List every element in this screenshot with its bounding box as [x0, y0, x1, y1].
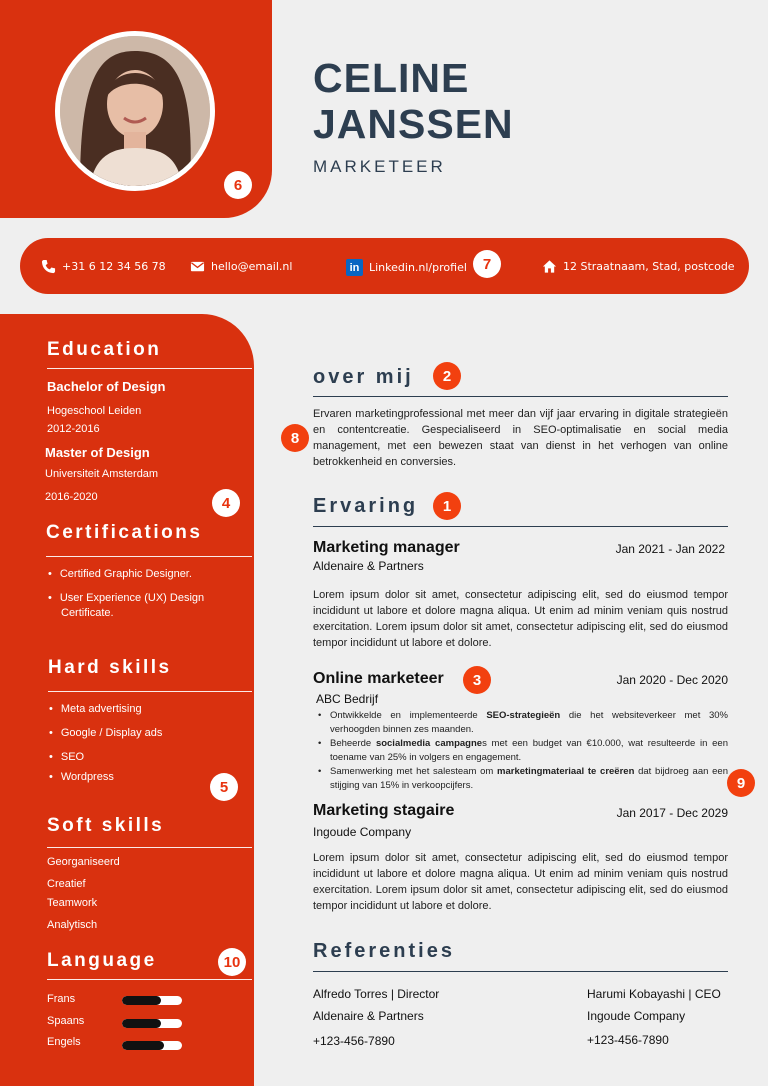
marker-10: 10 — [218, 948, 246, 976]
language-name: Spaans — [47, 1015, 85, 1027]
marker-6: 6 — [224, 171, 252, 199]
certification-item: • Certified Graphic Designer. — [48, 568, 192, 580]
references-divider — [313, 971, 728, 972]
certification-item-continued: Certificate. — [61, 607, 114, 619]
job-company: Ingoude Company — [313, 825, 412, 839]
hard-skills-divider — [48, 691, 252, 692]
marker-3: 3 — [463, 666, 491, 694]
job-bullet: • Ontwikkelde en implementeerde SEO-strategieën die het websiteverkeer met 30% verhoogden binnen zes maanden. — [318, 709, 728, 736]
education-years: 2016-2020 — [45, 491, 98, 503]
profile-photo — [55, 31, 215, 191]
job-bullet-list — [318, 709, 728, 793]
language-level-fill — [122, 996, 161, 1005]
language-name: Frans — [47, 993, 76, 1005]
language-level-fill — [122, 1019, 161, 1028]
marker-4: 4 — [212, 489, 240, 517]
certifications-heading: Certifications — [46, 522, 203, 543]
experience-heading: Ervaring — [313, 495, 419, 517]
address-text: 12 Straatnaam, Stad, postcode — [563, 260, 735, 273]
marker-2: 2 — [433, 362, 461, 390]
hard-skill-item: • Wordpress — [49, 771, 114, 783]
education-heading: Education — [47, 339, 162, 360]
job-title: Marketing stagaire — [313, 802, 455, 819]
job-title: Marketing manager — [313, 539, 460, 556]
references-heading: Referenties — [313, 940, 455, 962]
home-icon — [542, 259, 557, 274]
reference-name: Harumi Kobayashi | CEO — [587, 987, 721, 1001]
language-heading: Language — [47, 950, 157, 971]
phone-icon — [41, 259, 56, 274]
education-degree: Bachelor of Design — [47, 379, 166, 394]
mail-icon — [190, 259, 205, 274]
job-title: Online marketeer — [313, 670, 444, 687]
education-divider — [47, 368, 252, 369]
education-school: Hogeschool Leiden — [47, 405, 142, 417]
reference-phone: +123-456-7890 — [313, 1034, 395, 1048]
contact-phone[interactable] — [41, 259, 166, 274]
language-level-bar — [122, 1019, 182, 1028]
linkedin-icon: in — [346, 259, 363, 276]
hard-skills-heading: Hard skills — [48, 657, 172, 678]
job-dates: Jan 2021 - Jan 2022 — [615, 542, 725, 556]
marker-7: 7 — [473, 250, 501, 278]
job-dates: Jan 2020 - Dec 2020 — [616, 673, 728, 687]
language-name: Engels — [47, 1036, 81, 1048]
language-level-fill — [122, 1041, 164, 1050]
job-description: Lorem ipsum dolor sit amet, consectetur adipiscing elit, sed do eiusmod tempor incididunt ut labore et dolore magna aliqua. Ut enim ad minim veniam quis nostrud exercitation. Lorem ipsum dolor sit amet, consectetur adipiscing elit, sed do eiusmod tempor incididunt ut labore et dolore. — [313, 589, 728, 649]
soft-skill-item: Creatief — [47, 878, 86, 890]
hard-skill-item: • SEO — [49, 751, 84, 763]
language-level-bar — [122, 996, 182, 1005]
reference-company: Ingoude Company — [587, 1009, 686, 1023]
education-school: Universiteit Amsterdam — [45, 468, 159, 480]
job-title: MARKETEER — [313, 157, 446, 176]
soft-skill-item: Teamwork — [47, 897, 98, 909]
job-bullet: • Beheerde socialmedia campagnes met een budget van €10.000, wat resulteerde in een toename van 25% in volgers en engagement. — [318, 737, 728, 764]
about-heading: over mij — [313, 366, 414, 388]
job-bullet: • Samenwerking met het salesteam om marketingmateriaal te creëren dat bijdroeg aan een stijging van 15% in verkoopcijfers. — [318, 765, 728, 792]
soft-skill-item: Analytisch — [47, 919, 98, 931]
job-description: Lorem ipsum dolor sit amet, consectetur adipiscing elit, sed do eiusmod tempor incididunt ut labore et dolore magna aliqua. Ut enim ad minim veniam quis nostrud exercitation. Lorem ipsum dolor sit amet, consectetur adipiscing elit, sed do eiusmod tempor incididunt ut labore et dolore. — [313, 852, 728, 912]
education-years: 2012-2016 — [47, 423, 100, 435]
marker-1: 1 — [433, 492, 461, 520]
hard-skill-item: • Meta advertising — [49, 703, 142, 715]
first-name: CELINE — [313, 55, 470, 101]
job-company: ABC Bedrijf — [316, 692, 379, 706]
soft-skills-divider — [47, 847, 252, 848]
contact-email[interactable] — [190, 259, 292, 274]
marker-5: 5 — [210, 773, 238, 801]
hard-skill-item: • Google / Display ads — [49, 727, 162, 739]
email-text: hello@email.nl — [211, 260, 293, 273]
about-text: Ervaren marketingprofessional met meer dan vijf jaar ervaring in digitale strategieën en contentcreatie. Gespecialiseerd in SEO-optimalisatie en social media management, met een bewezen staat van dienst in het verhogen van online betrokkenheid en conversies. — [313, 408, 728, 468]
job-dates: Jan 2017 - Dec 2029 — [616, 806, 728, 820]
last-name: JANSSEN — [313, 101, 514, 147]
linkedin-text: Linkedin.nl/profiel — [369, 261, 467, 274]
language-divider — [47, 979, 252, 980]
reference-name: Alfredo Torres | Director — [313, 987, 440, 1001]
reference-company: Aldenaire & Partners — [313, 1009, 424, 1023]
marker-8: 8 — [281, 424, 309, 452]
contact-address[interactable] — [542, 259, 735, 274]
education-degree: Master of Design — [45, 445, 150, 460]
job-company: Aldenaire & Partners — [313, 559, 424, 573]
marker-9: 9 — [727, 769, 755, 797]
about-divider — [313, 396, 728, 397]
phone-text: +31 6 12 34 56 78 — [62, 260, 166, 273]
language-level-bar — [122, 1041, 182, 1050]
experience-divider — [313, 526, 728, 527]
certifications-divider — [46, 556, 252, 557]
contact-linkedin[interactable] — [346, 259, 467, 276]
soft-skill-item: Georganiseerd — [47, 856, 120, 868]
soft-skills-heading: Soft skills — [47, 815, 165, 836]
reference-phone: +123-456-7890 — [587, 1033, 669, 1047]
certification-item: • User Experience (UX) Design — [48, 592, 204, 604]
